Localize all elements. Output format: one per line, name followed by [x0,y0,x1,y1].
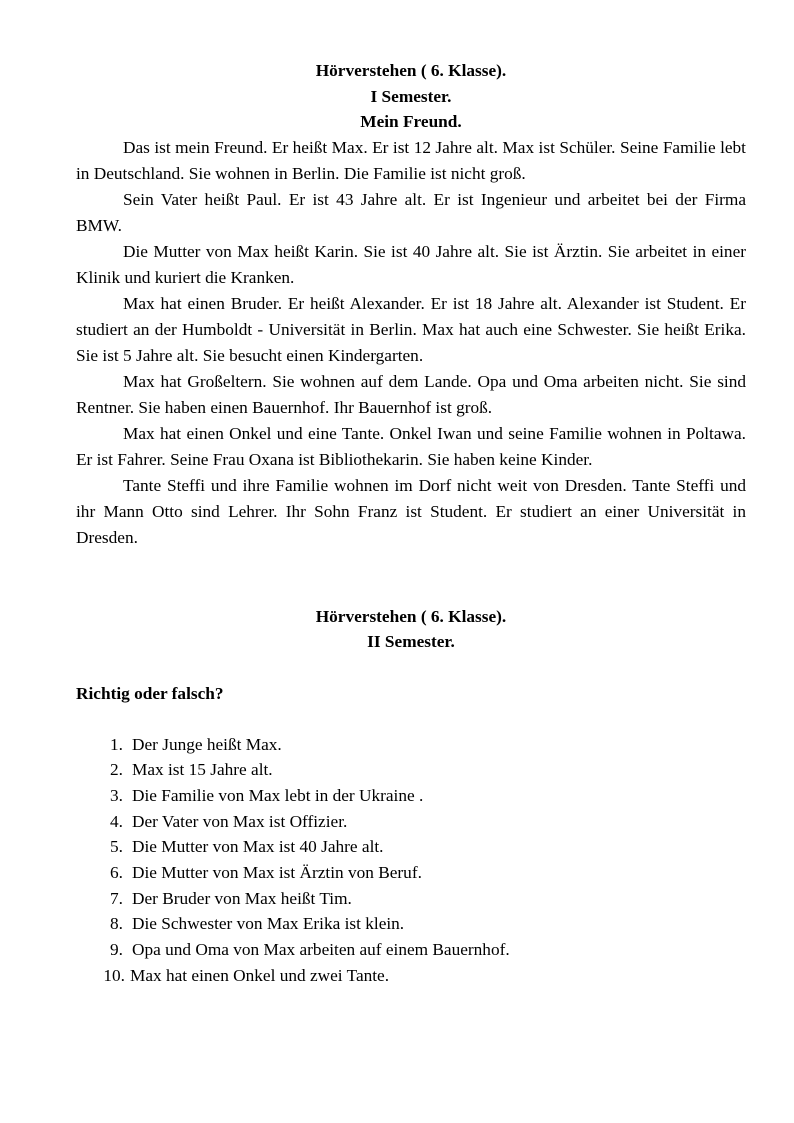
quiz-item-number: 10. [103,965,125,985]
quiz-item-number: 6. [110,862,123,882]
quiz-item-text: Die Familie von Max lebt in der Ukraine . [132,785,424,805]
story-paragraph: Die Mutter von Max heißt Karin. Sie ist 40 Jahre alt. Sie ist Ärztin. Sie arbeitet in einer Klinik und kuriert die Kranken. [76,241,746,287]
quiz-item-text: Die Mutter von Max ist 40 Jahre alt. [132,837,384,857]
quiz-item [76,937,746,963]
quiz-item [76,911,746,937]
quiz-item [76,732,746,758]
quiz-item-number: 5. [110,837,123,857]
quiz-item [76,860,746,886]
section-spacer [76,551,746,604]
quiz-item-number: 3. [110,785,123,805]
quiz-item-number: 7. [110,888,123,908]
story-paragraph: Max hat einen Bruder. Er heißt Alexander. Er ist 18 Jahre alt. Alexander ist Student. Er studiert an der Humboldt - Universität in Berlin. Max hat auch eine Schwester. Sie heißt Erika. Sie ist 5 Jahre alt. Sie besucht einen Kindergarten. [76,293,746,365]
quiz-item-number: 2. [110,760,123,780]
quiz-item-text: Opa und Oma von Max arbeiten auf einem Bauernhof. [132,940,510,959]
quiz-item [76,834,746,860]
section1-heading-semester: I Semester. [370,86,452,106]
story-title: Mein Freund. [360,112,462,131]
section2-heading-semester: II Semester. [367,632,455,651]
story-paragraph: Das ist mein Freund. Er heißt Max. Er ist 12 Jahre alt. Max ist Schüler. Seine Familie lebt in Deutschland. Sie wohnen in Berlin. Die Familie ist nicht groß. [76,137,746,183]
quiz-item-text: Der Vater von Max ist Offizier. [132,811,348,831]
story-paragraph: Sein Vater heißt Paul. Er ist 43 Jahre alt. Er ist Ingenieur und arbeitet bei der Firma BMW. [76,189,746,235]
quiz-item-number: 8. [110,914,123,934]
quiz-item-text: Die Mutter von Max ist Ärztin von Beruf. [132,862,422,882]
quiz-item-number: 1. [110,734,123,754]
story-paragraph: Max hat Großeltern. Sie wohnen auf dem Lande. Opa und Oma arbeiten nicht. Sie sind Rentner. Sie haben einen Bauernhof. Ihr Bauernhof ist groß. [76,371,746,417]
quiz-item-text: Die Schwester von Max Erika ist klein. [132,914,405,934]
quiz-item [76,757,746,783]
quiz-item-number: 4. [110,811,123,831]
story-paragraph: Tante Steffi und ihre Familie wohnen im Dorf nicht weit von Dresden. Tante Steffi und ihr Mann Otto sind Lehrer. Ihr Sohn Franz ist Student. Er studiert an einer Universität in Dresden. [76,475,746,547]
quiz-list [76,732,746,989]
quiz-item-text: Max ist 15 Jahre alt. [132,760,273,780]
story-paragraph: Max hat einen Onkel und eine Tante. Onkel Iwan und seine Familie wohnen in Poltawa. Er ist Fahrer. Seine Frau Oxana ist Bibliothekarin. Sie haben keine Kinder. [76,423,746,469]
quiz-item-text: Max hat einen Onkel und zwei Tante. [130,965,390,985]
section2-heading-title: Hörverstehen ( 6. Klasse). [315,606,507,626]
quiz-item-text: Der Junge heißt Max. [132,734,282,754]
quiz-item [76,809,746,835]
section1-heading-title: Hörverstehen ( 6. Klasse). [315,61,507,80]
quiz-title: Richtig oder falsch? [76,683,224,703]
quiz-item [76,886,746,912]
quiz-item [76,963,746,989]
quiz-item-number: 9. [110,940,123,959]
quiz-item [76,783,746,809]
document-content [76,58,746,988]
quiz-item-text: Der Bruder von Max heißt Tim. [132,888,352,908]
